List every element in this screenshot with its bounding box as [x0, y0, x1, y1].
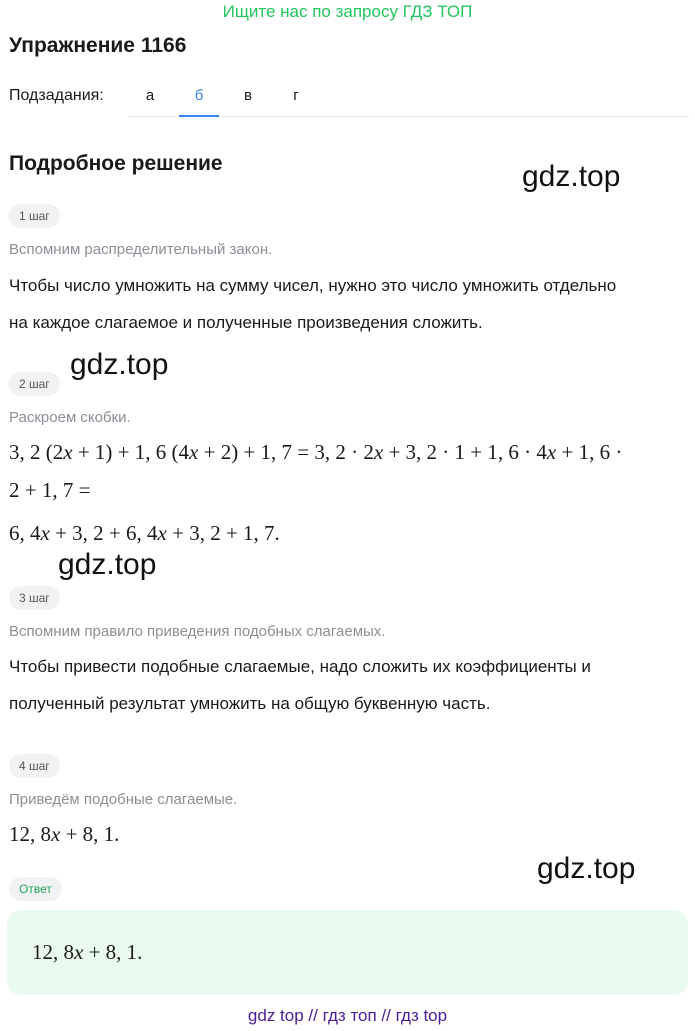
subtasks-label: Подзадания: — [9, 87, 104, 104]
answer-badge: Ответ — [9, 877, 62, 901]
step-text: на каждое слагаемое и полученные произведения сложить. — [9, 313, 483, 332]
step-hint: Раскроем скобки. — [9, 409, 131, 426]
watermark: gdz.top — [58, 548, 157, 581]
section-title: Подробное решение — [9, 152, 223, 175]
step-badge: 1 шаг — [9, 204, 60, 228]
promo-banner[interactable]: Ищите нас по запросу ГДЗ ТОП — [222, 2, 473, 21]
watermark: gdz.top — [522, 160, 621, 193]
tab-g[interactable]: г — [293, 87, 299, 104]
step-badge: 2 шаг — [9, 372, 60, 396]
watermark: gdz.top — [537, 852, 636, 885]
step-text: Чтобы привести подобные слагаемые, надо сложить их коэффициенты и — [9, 657, 591, 676]
step-badge: 3 шаг — [9, 586, 60, 610]
step-hint: Приведём подобные слагаемые. — [9, 791, 238, 808]
step-text: полученный результат умножить на общую буквенную часть. — [9, 694, 491, 713]
subtasks-tabs — [129, 80, 689, 117]
watermark: gdz.top — [70, 348, 169, 381]
math-line: 12, 8x + 8, 1. — [9, 822, 120, 846]
tab-a[interactable]: а — [145, 87, 155, 104]
answer-box — [7, 910, 688, 995]
answer-value: 12, 8x + 8, 1. — [32, 940, 143, 964]
step-hint: Вспомним распределительный закон. — [9, 241, 273, 258]
tab-b[interactable]: б — [179, 80, 219, 117]
math-line: 2 + 1, 7 = — [9, 478, 91, 502]
footer-links[interactable]: gdz top // гдз топ // гдз top — [247, 1006, 448, 1025]
step-hint: Вспомним правило приведения подобных слагаемых. — [9, 623, 386, 640]
tab-v[interactable]: в — [244, 87, 252, 104]
math-line: 6, 4x + 3, 2 + 6, 4x + 3, 2 + 1, 7. — [9, 521, 280, 545]
step-text: Чтобы число умножить на сумму чисел, нужно это число умножить отдельно — [9, 276, 617, 295]
step-badge: 4 шаг — [9, 754, 60, 778]
math-line: 3, 2 (2x + 1) + 1, 6 (4x + 2) + 1, 7 = 3, 2 · 2x + 3, 2 · 1 + 1, 6 · 4x + 1, 6 · — [9, 440, 623, 464]
page-title: Упражнение 1166 — [9, 34, 187, 57]
